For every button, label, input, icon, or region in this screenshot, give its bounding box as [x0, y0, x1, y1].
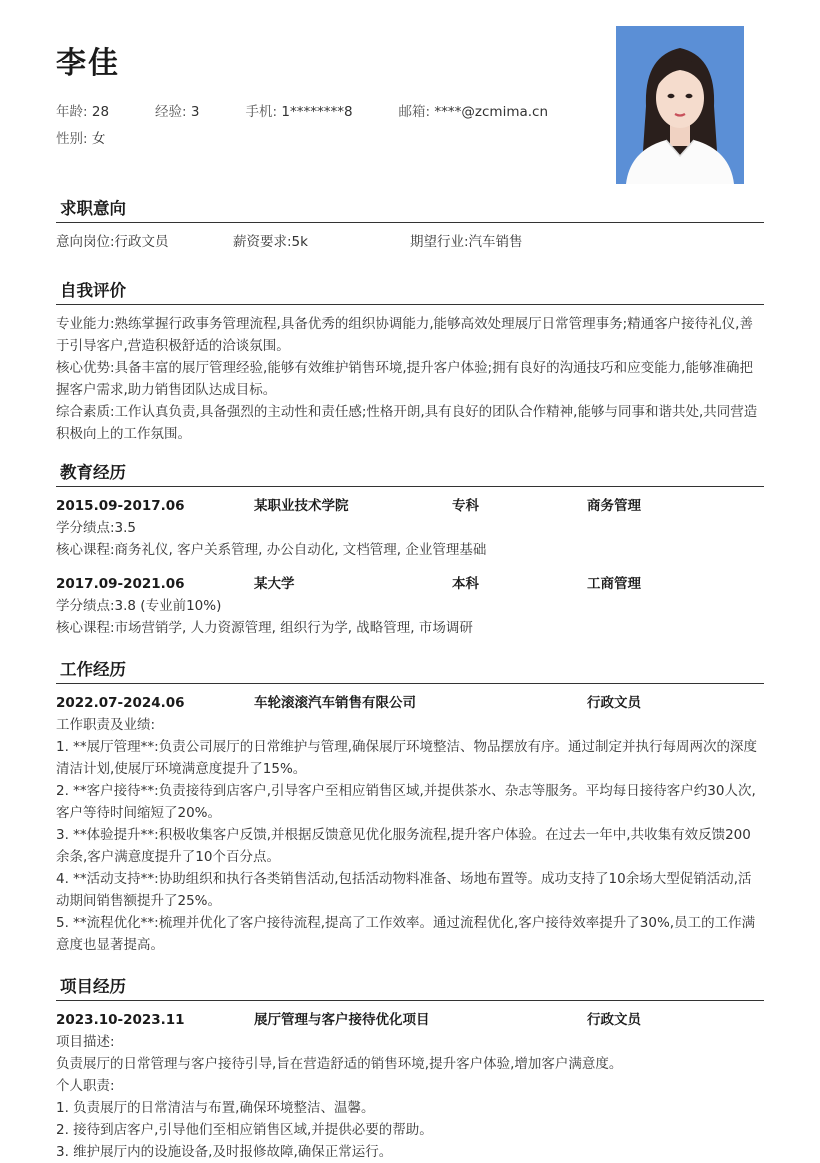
work-duty-item: 2. **客户接待**:负责接待到店客户,引导客户至相应销售区域,并提供茶水、杂志等服务。平均每日接待客户约30人次,客户等待时间缩短了20%。: [56, 783, 756, 821]
email-info: 邮箱: ****@zcmima.cn: [398, 104, 549, 120]
age-info: 年龄: 28: [56, 104, 110, 120]
edu-school: 某大学: [254, 576, 295, 592]
intent-position: 意向岗位:行政文员: [56, 234, 169, 250]
job-intent-section: [56, 196, 764, 253]
project-section: [56, 974, 764, 1163]
self-eval-paragraph: 专业能力:熟练掌握行政事务管理流程,具备优秀的组织协调能力,能够高效处理展厅日常管理事务;精通客户接待礼仪,善于引导客户,营造积极舒适的洽谈氛围。: [56, 316, 753, 354]
work-duty-item: 4. **活动支持**:协助组织和执行各类销售活动,包括活动物料准备、场地布置等。成功支持了10余场大型促销活动,活动期间销售额提升了25%。: [56, 871, 752, 909]
project-role: 行政文员: [587, 1012, 641, 1028]
section-title: 项目经历: [56, 974, 764, 1001]
intent-industry: 期望行业:汽车销售: [410, 234, 523, 250]
project-duty-item: 2. 接待到店客户,引导他们至相应销售区域,并提供必要的帮助。: [56, 1122, 433, 1138]
self-eval-paragraph: 核心优势:具备丰富的展厅管理经验,能够有效维护销售环境,提升客户体验;拥有良好的沟通技巧和应变能力,能够准确把握客户需求,助力销售团队达成目标。: [56, 360, 753, 398]
profile-photo: [616, 26, 744, 184]
work-intro: 工作职责及业绩:: [56, 717, 156, 733]
experience-info: 经验: 3: [155, 104, 200, 120]
edu-major: 工商管理: [587, 576, 641, 592]
edu-school: 某职业技术学院: [254, 498, 349, 514]
edu-degree: 专科: [452, 498, 479, 514]
project-duty-item: 3. 维护展厅内的设施设备,及时报修故障,确保正常运行。: [56, 1144, 393, 1160]
self-evaluation-section: [56, 278, 764, 445]
self-eval-paragraph: 综合素质:工作认真负责,具备强烈的主动性和责任感;性格开朗,具有良好的团队合作精神,能够与同事和谐共处,共同营造积极向上的工作氛围。: [56, 404, 758, 442]
gender-row: [56, 127, 151, 147]
work-date: 2022.07-2024.06: [56, 695, 185, 711]
project-desc-label: 项目描述:: [56, 1034, 115, 1050]
basic-info-row: [56, 100, 594, 120]
project-date: 2023.10-2023.11: [56, 1012, 185, 1028]
education-entry: [56, 573, 764, 639]
edu-major: 商务管理: [587, 498, 641, 514]
section-title: 自我评价: [56, 278, 764, 305]
edu-gpa: 学分绩点:3.8 (专业前10%): [56, 598, 222, 614]
portrait-illustration: [616, 26, 744, 184]
project-duty-item: 1. 负责展厅的日常清洁与布置,确保环境整洁、温馨。: [56, 1100, 375, 1116]
edu-gpa: 学分绩点:3.5: [56, 520, 137, 536]
work-section: [56, 657, 764, 956]
section-title: 教育经历: [56, 460, 764, 487]
project-duty-label: 个人职责:: [56, 1078, 115, 1094]
work-duty-item: 3. **体验提升**:积极收集客户反馈,并根据反馈意见优化服务流程,提升客户体验。在过去一年中,共收集有效反馈200余条,客户满意度提升了10个百分点。: [56, 827, 751, 865]
work-duty-item: 1. **展厅管理**:负责公司展厅的日常维护与管理,确保展厅环境整洁、物品摆放有序。通过制定并执行每周两次的深度清洁计划,使展厅环境满意度提升了15%。: [56, 739, 758, 777]
work-company: 车轮滚滚汽车销售有限公司: [254, 695, 416, 711]
edu-degree: 本科: [452, 576, 479, 592]
education-section: [56, 460, 764, 639]
edu-date: 2017.09-2021.06: [56, 576, 185, 592]
section-title: 求职意向: [56, 196, 764, 223]
work-duty-item: 5. **流程优化**:梳理并优化了客户接待流程,提高了工作效率。通过流程优化,客户接待效率提升了30%,员工的工作满意度也显著提高。: [56, 915, 756, 953]
work-role: 行政文员: [587, 695, 641, 711]
edu-courses: 核心课程:商务礼仪, 客户关系管理, 办公自动化, 文档管理, 企业管理基础: [56, 542, 487, 558]
project-name: 展厅管理与客户接待优化项目: [254, 1012, 430, 1028]
intent-salary: 薪资要求:5k: [233, 234, 308, 250]
phone-info: 手机: 1********8: [245, 104, 353, 120]
education-entry: [56, 495, 764, 561]
candidate-name: 李佳: [56, 46, 120, 81]
project-desc: 负责展厅的日常管理与客户接待引导,旨在营造舒适的销售环境,提升客户体验,增加客户满意度。: [56, 1056, 623, 1072]
edu-courses: 核心课程:市场营销学, 人力资源管理, 组织行为学, 战略管理, 市场调研: [56, 620, 473, 636]
edu-date: 2015.09-2017.06: [56, 498, 185, 514]
section-title: 工作经历: [56, 657, 764, 684]
gender-info: 性别: 女: [56, 131, 106, 147]
